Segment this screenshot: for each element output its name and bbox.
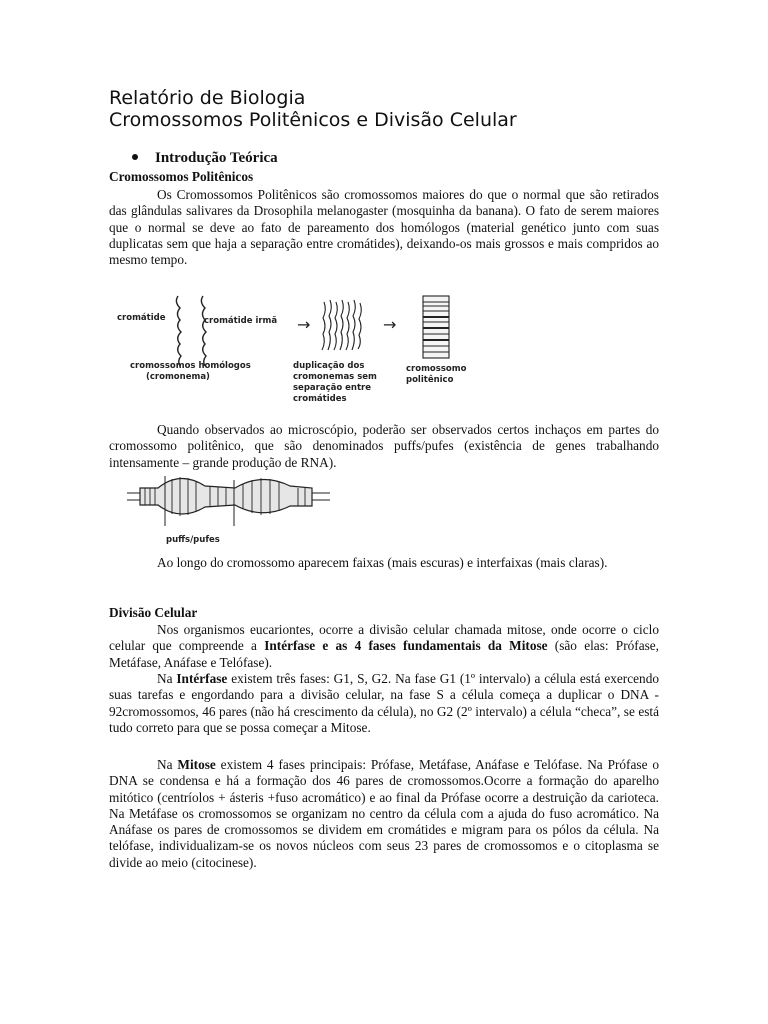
polytene-chromosome-drawing bbox=[423, 296, 449, 358]
bullet-heading bbox=[132, 150, 278, 167]
paragraph-intro: Os Cromossomos Politênicos são cromossomos maiores do que o normal que são retirados das glândulas salivares da Drosophila melanogaster (mosquinha da banana). O fato de serem maiores que o normal se deve ao fato de pareamento dos homólogos (material genético junto com suas duplicatas sem que haja a separação entre cromátides), deixando-os mais grossos e mais compridos ao mesmo tempo. bbox=[109, 187, 659, 268]
caption-politenico-l2: politênico bbox=[406, 375, 454, 385]
chromatid-right-drawing bbox=[201, 296, 206, 366]
label-cromatide: cromátide bbox=[117, 313, 166, 323]
chromatid-left-drawing bbox=[176, 296, 181, 366]
bullet-icon bbox=[132, 154, 138, 160]
arrow-1: → bbox=[297, 315, 311, 334]
caption-homologos-l2: (cromonema) bbox=[146, 372, 210, 382]
subheading-cromossomos: Cromossomos Politênicos bbox=[109, 169, 254, 184]
document-title-line1: Relatório de Biologia bbox=[109, 87, 306, 109]
caption-homologos-l1: cromossomos homólogos bbox=[130, 361, 251, 371]
paragraph-divisao: Nos organismos eucariontes, ocorre a divisão celular chamada mitose, onde ocorre o ciclo celular que compreende a Intérfase e as 4 fases fundamentais da Mitose (são elas: Prófase, Metáfase, Anáfase e Telófase). bbox=[109, 622, 659, 670]
subheading-divisao: Divisão Celular bbox=[109, 605, 198, 620]
duplicated-bundle-drawing bbox=[322, 300, 361, 350]
paragraph-mitose: Na Mitose existem 4 fases principais: Prófase, Metáfase, Anáfase e Telófase. Na Prófase o DNA se condensa e há a formação dos 46 pares de cromossomos.Ocorre a formação do aparelho mitótico (centríolos + ásteris +fuso acromático) e ao final da Prófase ocorre a destruição da carioteca. Na Metáfase os cromossomos se organizam no centro da célula com a ajuda do fuso acromático. Na Anáfase os pares de cromossomos se dividem em cromátides e migram para os pólos da célula. Na telófase, individualizam-se os novos núcleos com seus 23 pares de cromossomos e o citoplasma se divide ao meio (citocinese). bbox=[109, 757, 659, 870]
caption-duplicacao-l4: cromátides bbox=[293, 394, 347, 404]
paragraph-interfase: Na Intérfase existem três fases: G1, S, G2. Na fase G1 (1º intervalo) a célula está exercendo suas tarefas e engordando para a divisão celular, na fase S a célula começa a duplicar o DNA - 92cromossomos, 46 pares (não há crescimento da célula), no G2 (2º intervalo) a célula “checa”, se está tudo correto para que se possa começar a Mitose. bbox=[109, 671, 659, 735]
document-title-line2: Cromossomos Politênicos e Divisão Celular bbox=[109, 109, 517, 131]
caption-duplicacao-l3: separação entre bbox=[293, 383, 371, 393]
caption-duplicacao-l1: duplicação dos bbox=[293, 361, 365, 371]
caption-duplicacao-l2: cromonemas sem bbox=[293, 372, 377, 382]
bullet-heading-text: Introdução Teórica bbox=[155, 150, 278, 166]
paragraph-microscopio: Quando observados ao microscópio, poderão ser observados certos inchaços em partes do cromossomo politênico, que são denominados puffs/pufes (existência de genes trabalhando intensamente – grande produção de RNA). bbox=[109, 422, 659, 470]
arrow-2: → bbox=[383, 315, 397, 334]
paragraph-faixas: Ao longo do cromossomo aparecem faixas (mais escuras) e interfaixas (mais claras). bbox=[157, 555, 608, 570]
label-puffs: puffs/pufes bbox=[166, 535, 220, 545]
caption-politenico-l1: cromossomo bbox=[406, 364, 467, 374]
puff-chromosome-drawing bbox=[127, 476, 330, 526]
label-cromatide-irma: cromátide irmã bbox=[204, 316, 278, 326]
